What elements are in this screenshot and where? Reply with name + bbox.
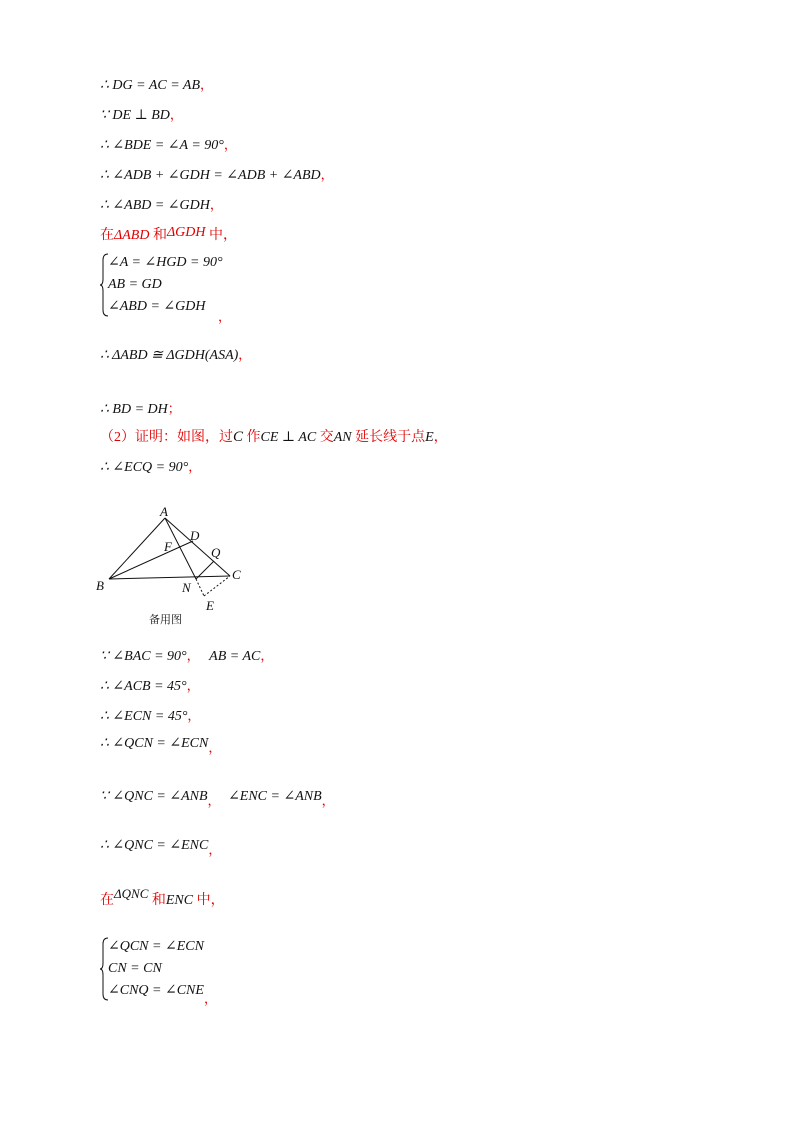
triangle-abd: ΔABD xyxy=(114,228,150,243)
zhong-text: 中， xyxy=(209,228,237,243)
statement-bd-dh xyxy=(100,400,181,419)
punct: ， xyxy=(320,167,334,182)
math-text: ∴ DG = AC = AB xyxy=(100,78,201,93)
in-triangles-abd-gdh xyxy=(100,227,237,245)
punct: ， xyxy=(186,648,200,663)
segment-ec-dotted xyxy=(204,576,230,596)
system-row: ∠CNQ = ∠CNE xyxy=(108,983,204,998)
statement-de-perp-bd xyxy=(100,106,183,125)
ce-perp-ac: CE ⊥ AC xyxy=(260,430,317,445)
in-triangles-qnc-enc xyxy=(100,886,225,910)
statement-bac-90 xyxy=(100,647,273,666)
triangle-enc: ENC xyxy=(165,893,194,908)
math-text: ∴ ∠ECN = 45° xyxy=(100,709,188,724)
statement-qcn-ecn xyxy=(100,734,221,753)
label-e: E xyxy=(206,598,214,613)
label-n: N xyxy=(182,580,191,595)
part2-suffix: 延长线于点 xyxy=(355,430,426,445)
label-q: Q xyxy=(211,545,221,560)
system-row: AB = GD xyxy=(108,277,162,292)
punct: ； xyxy=(167,401,181,416)
equation-system-1 xyxy=(100,252,360,322)
math-text: ∴ ∠ABD = ∠GDH xyxy=(100,198,210,213)
system-row: ∠ABD = ∠GDH xyxy=(108,299,206,314)
statement-congruence xyxy=(100,346,251,365)
math-text: ∴ BD = DH xyxy=(100,402,168,417)
segment-bd xyxy=(109,541,193,579)
part2-end: ， xyxy=(433,430,448,445)
punct: ， xyxy=(207,793,221,808)
part2-proof-intro xyxy=(100,428,448,447)
statement-ecq xyxy=(100,458,201,477)
part2-jiao: 交 xyxy=(319,430,334,445)
statement-angle-sum xyxy=(100,166,334,185)
punct: ， xyxy=(188,459,202,474)
math-text: ∴ ∠ADB + ∠GDH = ∠ADB + ∠ABD xyxy=(100,168,321,183)
label-c: C xyxy=(232,567,241,582)
point-e: E xyxy=(425,430,434,445)
statement-qnc-anb xyxy=(100,787,335,806)
point-c: C xyxy=(233,429,244,445)
math-text: ∵ ∠BAC = 90° xyxy=(100,649,187,664)
punct: ， xyxy=(187,708,201,723)
math-text: ∴ ∠BDE = ∠A = 90° xyxy=(100,138,224,153)
figure-caption: 备用图 xyxy=(149,613,182,626)
statement-abd-gdh xyxy=(100,196,223,215)
segment-ne-dotted xyxy=(196,579,204,596)
punct: ， xyxy=(321,793,335,808)
punct: ， xyxy=(204,991,218,1006)
label-b: B xyxy=(96,578,104,593)
system-row: ∠A = ∠HGD = 90° xyxy=(108,255,223,270)
system-row: CN = CN xyxy=(108,961,162,976)
math-text: ∴ ∠QNC = ∠ENC xyxy=(100,838,209,853)
zhong-text: 中， xyxy=(196,893,225,908)
zai-text: 在 xyxy=(100,228,114,243)
statement-dg-ac-ab xyxy=(100,76,213,95)
part2-prefix: （2）证明：如图，过 xyxy=(100,430,233,445)
statement-angle-bde xyxy=(100,136,237,155)
math-text: ∴ ∠ACB = 45° xyxy=(100,679,187,694)
label-f: F xyxy=(164,539,172,554)
label-d: D xyxy=(190,528,200,543)
punct: ， xyxy=(208,842,222,857)
he-text: 和 xyxy=(152,228,167,243)
punct: ， xyxy=(208,740,222,755)
punct: ， xyxy=(218,309,232,324)
he-text: 和 xyxy=(151,893,166,908)
segment-an: AN xyxy=(333,430,352,445)
math-text: ∵ ∠QNC = ∠ANB xyxy=(100,789,208,804)
statement-acb-45 xyxy=(100,677,200,696)
triangle-qnc: ΔQNC xyxy=(114,886,149,901)
geometry-figure xyxy=(92,500,262,630)
math-text: ∴ ∠QCN = ∠ECN xyxy=(100,736,209,751)
label-a: A xyxy=(160,504,168,519)
math-text-2: AB = AC xyxy=(209,649,261,664)
punct: ， xyxy=(209,197,223,212)
punct: ， xyxy=(223,137,237,152)
equation-system-2 xyxy=(100,936,360,1006)
segment-ba xyxy=(109,518,165,579)
punct: ， xyxy=(200,77,214,92)
punct: ， xyxy=(260,648,274,663)
triangle-gdh: ΔGDH xyxy=(166,225,206,240)
math-text: ∴ ΔABD ≅ ΔGDH(ASA) xyxy=(100,348,239,363)
punct: ， xyxy=(238,347,252,362)
math-text: ∵ DE ⊥ BD xyxy=(100,108,170,123)
segment-bc xyxy=(109,576,230,579)
punct: ， xyxy=(169,107,183,122)
math-text-2: ∠ENC = ∠ANB xyxy=(228,789,322,804)
statement-qnc-enc xyxy=(100,836,221,855)
punct: ， xyxy=(186,678,200,693)
part2-zuo: 作 xyxy=(246,430,261,445)
system-row: ∠QCN = ∠ECN xyxy=(108,939,204,954)
math-text: ∴ ∠ECQ = 90° xyxy=(100,460,189,475)
zai-text: 在 xyxy=(100,893,114,908)
statement-ecn-45 xyxy=(100,707,200,726)
